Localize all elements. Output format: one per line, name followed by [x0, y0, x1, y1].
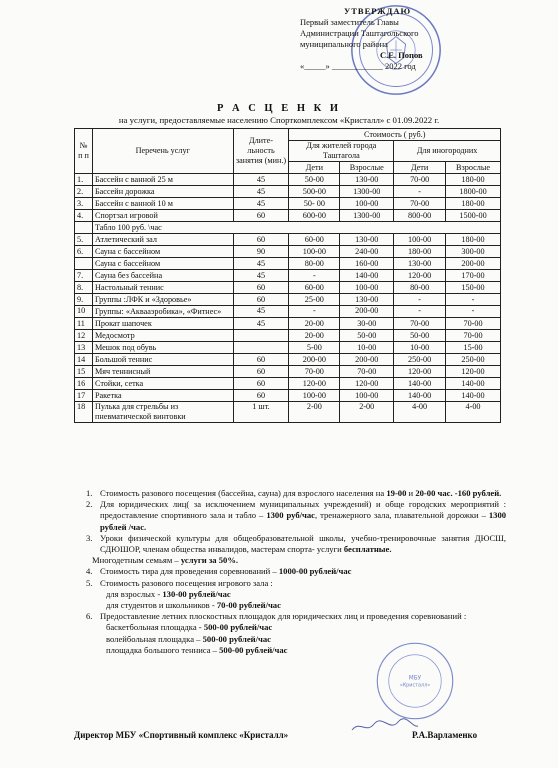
header-duration: Длите- льность занятия (мин.) [233, 129, 289, 174]
cell-price: 1500-00 [446, 210, 501, 222]
cell-duration: 45 [233, 318, 289, 330]
cell-duration: 60 [233, 282, 289, 294]
cell-price: 800-00 [394, 210, 446, 222]
cell-price: 170-00 [446, 270, 501, 282]
cell-price: 140-00 [446, 378, 501, 390]
cell-duration [233, 342, 289, 354]
note-text: Для юридических лиц( за исключением муниципальных учреждений) и обще городских мероприятий : предоставление спортивного зала и табло – [100, 499, 506, 521]
note-bold: 500-00 рублей/час [219, 644, 288, 655]
cell-price: 180-00 [446, 174, 501, 186]
cell-price: 10-00 [394, 342, 446, 354]
cell-price: 100-00 [340, 390, 394, 402]
cell-num: 17 [75, 390, 93, 402]
table-row [75, 378, 501, 390]
note-number: 4. [86, 566, 93, 577]
note-item [86, 578, 506, 589]
note-bold: 1300 рублей /час. [100, 510, 507, 532]
cell-price: 180-00 [446, 198, 501, 210]
cell-duration: 45 [233, 198, 289, 210]
note-number: 3. [86, 532, 93, 543]
cell-price: 600-00 [289, 210, 340, 222]
cell-price: 70-00 [394, 174, 446, 186]
cell-service: Мяч теннисный [92, 366, 233, 378]
cell-price: 200-00 [289, 354, 340, 366]
note-subline [86, 589, 506, 600]
cell-service: Большой теннис [92, 354, 233, 366]
svg-text:МБУ: МБУ [408, 675, 422, 682]
cell-num: 14 [75, 354, 93, 366]
cell-service: Группы: «Аквааэробика», «Фитнес» [92, 306, 233, 318]
note-bold: бесплатные. [343, 544, 392, 555]
cell-service: Бассейн дорожка [92, 186, 233, 198]
cell-price: 500-00 [289, 186, 340, 198]
table-row [75, 210, 501, 222]
note-text: Многодетным семьям – [92, 555, 181, 566]
note-item [86, 611, 506, 622]
table-row [75, 402, 501, 423]
cell-duration: 90 [233, 246, 289, 258]
cell-price: 100-00 [289, 390, 340, 402]
table-row [75, 306, 501, 318]
note-text: баскетбольная площадка - [106, 622, 204, 633]
note-number: 2. [86, 499, 93, 510]
cell-price: 1300-00 [340, 186, 394, 198]
note-text: Стоимость тира для проведения соревнований – [100, 566, 279, 577]
table-row [75, 342, 501, 354]
cell-duration: 60 [233, 294, 289, 306]
cell-price: 20-00 [289, 330, 340, 342]
cell-duration: 1 шт. [233, 402, 289, 423]
cell-duration: 60 [233, 378, 289, 390]
cell-num: 7. [75, 270, 93, 282]
note-number: 6. [86, 611, 93, 622]
note-text: площадка большого тенниса – [106, 644, 220, 655]
table-row [75, 222, 501, 234]
table-row [75, 366, 501, 378]
cell-price: 70-00 [340, 366, 394, 378]
note-subline [86, 600, 506, 611]
cell-num: 5. [75, 234, 93, 246]
cell-price: - [394, 306, 446, 318]
note-text: Предоставление летних плоскостных площадок для юридических лиц и проведения соревнований : [100, 611, 467, 622]
cell-price: 20-00 [289, 318, 340, 330]
note-text: волейбольная площадка – [106, 633, 203, 644]
organization-stamp [374, 640, 456, 722]
cell-num: 2. [75, 186, 93, 198]
director-title: Директор МБУ «Спортивный комплекс «Кристалл» [74, 730, 289, 740]
cell-price: 120-00 [394, 366, 446, 378]
cell-price: - [394, 186, 446, 198]
cell-duration: 60 [233, 366, 289, 378]
cell-price: 60-00 [289, 282, 340, 294]
cell-num: 12 [75, 330, 93, 342]
cell-price: - [446, 294, 501, 306]
cell-price: 70-00 [394, 318, 446, 330]
cell-price: 2-00 [289, 402, 340, 423]
cell-price: 50-00 [289, 174, 340, 186]
price-table [74, 128, 501, 423]
cell-service: Стойки, сетка [92, 378, 233, 390]
approval-line2: Администрации Таштагольского [300, 28, 419, 38]
note-item [86, 499, 506, 533]
note-bold: 1000-00 рублей/час [278, 566, 352, 577]
cell-num: 10 [75, 306, 93, 318]
header-other: Для иногородних [394, 141, 501, 162]
cell-service: Ракетка [92, 390, 233, 402]
cell-service: Бассейн с ванной 10 м [92, 198, 233, 210]
cell-price: 10-00 [340, 342, 394, 354]
note-number: 1. [86, 488, 93, 498]
cell-price: 80-00 [394, 282, 446, 294]
header-cost: Стоимость ( руб.) [289, 129, 501, 141]
cell-service: Сауна без бассейна [92, 270, 233, 282]
cell-price: 70-00 [394, 198, 446, 210]
cell-price: 140-00 [394, 390, 446, 402]
cell-price: 4-00 [446, 402, 501, 423]
cell-price: 130-00 [394, 258, 446, 270]
cell-price: 120-00 [340, 378, 394, 390]
header-local: Для жителей города Таштагола [289, 141, 394, 162]
cell-price: 160-00 [340, 258, 394, 270]
cell-duration: 45 [233, 186, 289, 198]
cell-duration: 45 [233, 306, 289, 318]
table-row [75, 318, 501, 330]
cell-price: 120-00 [394, 270, 446, 282]
table-row [75, 354, 501, 366]
cell-price: 120-00 [289, 378, 340, 390]
cell-price: - [394, 294, 446, 306]
cell-price: 120-00 [446, 366, 501, 378]
note-bold: услуги за 50%. [180, 555, 239, 566]
director-name: Р.А.Варламенко [412, 730, 478, 740]
cell-num: 8. [75, 282, 93, 294]
document-subtitle: на услуги, предоставляемые населению Спорткомплексом «Кристалл» с 01.09.2022 г. [118, 115, 440, 125]
cell-service: Сауна с бассейном [92, 246, 233, 258]
note-text: и [406, 488, 416, 498]
cell-price: 70-00 [289, 366, 340, 378]
cell-price: 70-00 [446, 318, 501, 330]
cell-price: 140-00 [394, 378, 446, 390]
cell-price: 50- 00 [289, 198, 340, 210]
table-header-row [75, 129, 501, 141]
cell-price: 100-00 [394, 234, 446, 246]
cell-num: 1. [75, 174, 93, 186]
note-bold: 500-00 рублей/час [203, 622, 273, 633]
header-adults-other: Взрослые [446, 162, 501, 174]
cell-price: 130-00 [340, 234, 394, 246]
header-number: № п п [75, 129, 93, 174]
table-row [75, 294, 501, 306]
cell-price: 25-00 [289, 294, 340, 306]
cell-service: Настольный теннис [92, 282, 233, 294]
cell-price: 100-00 [340, 198, 394, 210]
cell-price: 250-00 [446, 354, 501, 366]
cell-price: 240-00 [340, 246, 394, 258]
cell-price: 250-00 [394, 354, 446, 366]
cell-price: 100-00 [289, 246, 340, 258]
header-children: Дети [289, 162, 340, 174]
table-row [75, 390, 501, 402]
cell-service: Спортзал игровой [92, 210, 233, 222]
note-text: для студентов и школьников - [106, 600, 217, 611]
note-text: для взрослых - [106, 588, 163, 599]
cell-price: 200-00 [340, 354, 394, 366]
cell-duration: 45 [233, 258, 289, 270]
cell-price: 1800-00 [446, 186, 501, 198]
note-subline [86, 622, 506, 633]
cell-num: 16 [75, 378, 93, 390]
notes-list [86, 488, 506, 656]
table-row [75, 270, 501, 282]
cell-price: 30-00 [340, 318, 394, 330]
note-text: Стоимость разового посещения (бассейна, сауна) для взрослого населения на [100, 488, 387, 498]
cell-price: 180-00 [446, 234, 501, 246]
cell-price: 5-00 [289, 342, 340, 354]
note-bold: 1300 руб/час [266, 510, 315, 521]
cell-num: 4. [75, 210, 93, 222]
cell-price: 2-00 [340, 402, 394, 423]
header-adults: Взрослые [340, 162, 394, 174]
note-text: , тренажерного зала, плавательной дорожки – [314, 510, 489, 521]
note-text: Уроки физической культуры для общеобразовательной школы, учебно-тренировочные занятия ДЮСШ, СДЮШОР, членам общества инвалидов, мастерам спорта- услуги [100, 532, 506, 555]
table-row [75, 330, 501, 342]
cell-price: 130-00 [340, 294, 394, 306]
cell-price: - [289, 270, 340, 282]
cell-price: 70-00 [446, 330, 501, 342]
cell-duration: 60 [233, 390, 289, 402]
cell-service: Прокат шапочек [92, 318, 233, 330]
note-text: Стоимость разового посещения игрового зала : [100, 577, 273, 588]
note-number: 5. [86, 577, 93, 588]
cell-service: Сауна с бассейном [92, 258, 233, 270]
cell-price: 180-00 [394, 246, 446, 258]
note-item [86, 488, 506, 499]
approval-title: УТВЕРЖДАЮ [344, 6, 412, 16]
note-bold: 20-00 час. -160 рублей. [415, 488, 502, 498]
header-service: Перечень услуг [92, 129, 233, 174]
cell-num: 11 [75, 318, 93, 330]
cell-service: Атлетический зал [92, 234, 233, 246]
approval-signer: С.Е. Попов [380, 50, 423, 60]
note-bold: 70-00 рублей/час [216, 600, 281, 611]
note-item [86, 566, 506, 577]
cell-num: 15 [75, 366, 93, 378]
note-bold: 19-00 [386, 488, 407, 498]
table-row [75, 234, 501, 246]
approval-block [300, 6, 540, 72]
table-row [75, 174, 501, 186]
svg-text:«Кристалл»: «Кристалл» [399, 682, 431, 689]
cell-price: 1300-00 [340, 210, 394, 222]
cell-duration: 45 [233, 270, 289, 282]
cell-price: 100-00 [340, 282, 394, 294]
cell-duration: 45 [233, 174, 289, 186]
document-title: Р А С Ц Е Н К И [216, 103, 342, 114]
cell-price: 150-00 [446, 282, 501, 294]
cell-num: 9. [75, 294, 93, 306]
cell-price: 4-00 [394, 402, 446, 423]
note-bold: 130-00 рублей/час [162, 588, 231, 599]
cell-price: - [446, 306, 501, 318]
cell-num: 18 [75, 402, 93, 423]
approval-line1: Первый заместитель Главы [300, 17, 399, 27]
note-bold: 500-00 рублей/час [202, 633, 271, 644]
cell-service: Табло 100 руб. \час [92, 222, 500, 234]
cell-service: Пулька для стрельбы из пневматической винтовки [92, 402, 233, 423]
cell-duration: 60 [233, 210, 289, 222]
cell-price: 130-00 [340, 174, 394, 186]
approval-line3: муниципального района [300, 39, 388, 49]
approval-date: «_____» ____________ 2022 год [300, 61, 416, 71]
cell-price: 200-00 [340, 306, 394, 318]
cell-num: 3. [75, 198, 93, 210]
cell-duration: 60 [233, 354, 289, 366]
cell-service: Мешок под обувь [92, 342, 233, 354]
cell-service: Группы :ЛФК и «Здоровье» [92, 294, 233, 306]
cell-price: - [289, 306, 340, 318]
cell-price: 50-00 [394, 330, 446, 342]
cell-service: Бассейн с ванной 25 м [92, 174, 233, 186]
cell-price: 60-00 [289, 234, 340, 246]
table-row [75, 198, 501, 210]
table-row [75, 282, 501, 294]
director-signature [350, 716, 420, 736]
cell-price: 15-00 [446, 342, 501, 354]
cell-price: 50-00 [340, 330, 394, 342]
table-row [75, 186, 501, 198]
cell-num: 13 [75, 342, 93, 354]
table-row [75, 246, 501, 258]
note-subline [86, 555, 506, 566]
cell-price: 300-00 [446, 246, 501, 258]
cell-duration [233, 330, 289, 342]
cell-price: 200-00 [446, 258, 501, 270]
cell-duration: 60 [233, 234, 289, 246]
header-children-other: Дети [394, 162, 446, 174]
cell-price: 140-00 [340, 270, 394, 282]
cell-price: 80-00 [289, 258, 340, 270]
cell-price: 140-00 [446, 390, 501, 402]
table-row [75, 258, 501, 270]
cell-service: Медосмотр [92, 330, 233, 342]
note-item [86, 533, 506, 555]
cell-num: 6. [75, 246, 93, 258]
